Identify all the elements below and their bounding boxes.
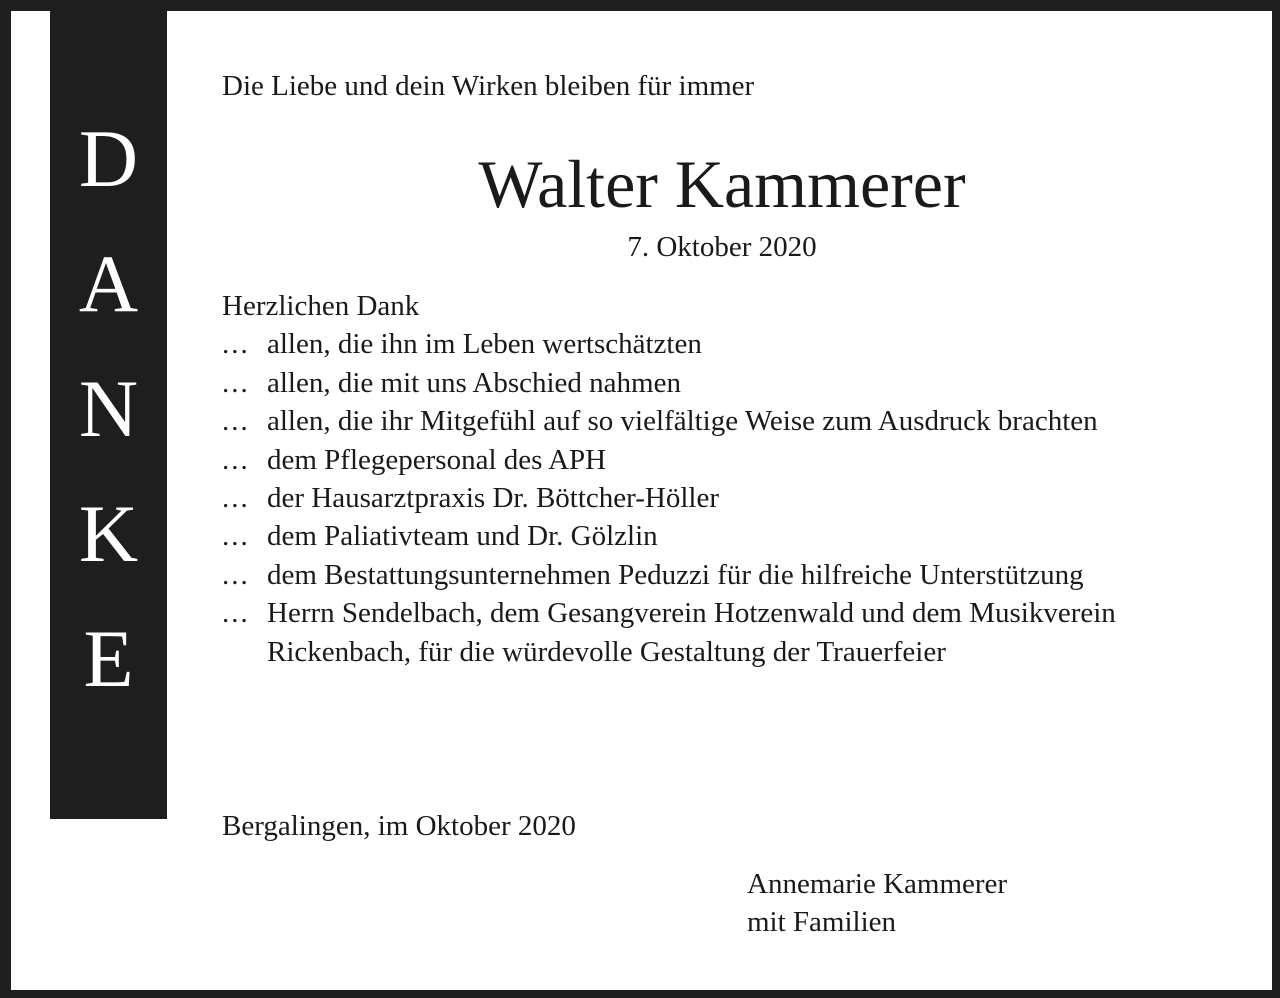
thanks-item-text: dem Paliativteam und Dr. Gölzlin [267, 520, 658, 553]
banner-letter-k: K [78, 488, 139, 579]
thanks-item [222, 556, 1182, 594]
dank-banner [50, 0, 167, 819]
thanks-item-text: allen, die mit uns Abschied nahmen [267, 366, 681, 399]
thanks-item-text: dem Bestattungsunternehmen Peduzzi für die hilfreiche Unterstützung [267, 558, 1084, 591]
thanks-item-text: der Hausarztpraxis Dr. Böttcher-Höller [267, 482, 719, 515]
place-and-date: Bergalingen, im Oktober 2020 [222, 810, 576, 842]
ellipsis-bullet: ... [222, 328, 250, 361]
thanks-item [222, 441, 1182, 479]
banner-letter-a: A [78, 238, 139, 329]
ellipsis-bullet: ... [222, 443, 250, 476]
thanks-item-text: dem Pflegepersonal des APH [267, 443, 607, 476]
ellipsis-bullet: ... [222, 482, 250, 515]
ellipsis-bullet: ... [222, 366, 250, 399]
deceased-name: Walter Kammerer [478, 146, 966, 222]
thanks-heading: Herzlichen Dank [222, 290, 420, 322]
banner-letter-e: E [83, 613, 134, 704]
thanks-item-text: Herrn Sendelbach, dem Gesangverein Hotzenwald und dem Musikverein Rickenbach, für die würdevolle Gestaltung der Trauerfeier [267, 597, 1116, 668]
thanks-item [222, 325, 1182, 363]
motto: Die Liebe und dein Wirken bleiben für immer [222, 70, 755, 102]
thanks-item [222, 517, 1182, 555]
thanks-item [222, 364, 1182, 402]
signature-name: Annemarie Kammerer [747, 868, 1008, 900]
signature [747, 865, 1007, 942]
thanks-item-text: allen, die ihr Mitgefühl auf so vielfältige Weise zum Ausdruck brachten [267, 405, 1098, 438]
thanks-list [222, 325, 1182, 671]
banner-letter-d: D [78, 113, 139, 204]
ellipsis-bullet: ... [222, 558, 250, 591]
ellipsis-bullet: ... [222, 520, 250, 553]
banner-letter-n: N [78, 363, 139, 454]
date-of-death: 7. Oktober 2020 [627, 231, 817, 263]
thanks-item [222, 479, 1182, 517]
thanks-item-text: allen, die ihn im Leben wertschätzten [267, 328, 702, 361]
signature-family: mit Familien [747, 906, 897, 939]
ellipsis-bullet: ... [222, 597, 250, 630]
ellipsis-bullet: ... [222, 405, 250, 438]
thanks-item [222, 594, 1182, 671]
thanks-item [222, 402, 1182, 440]
